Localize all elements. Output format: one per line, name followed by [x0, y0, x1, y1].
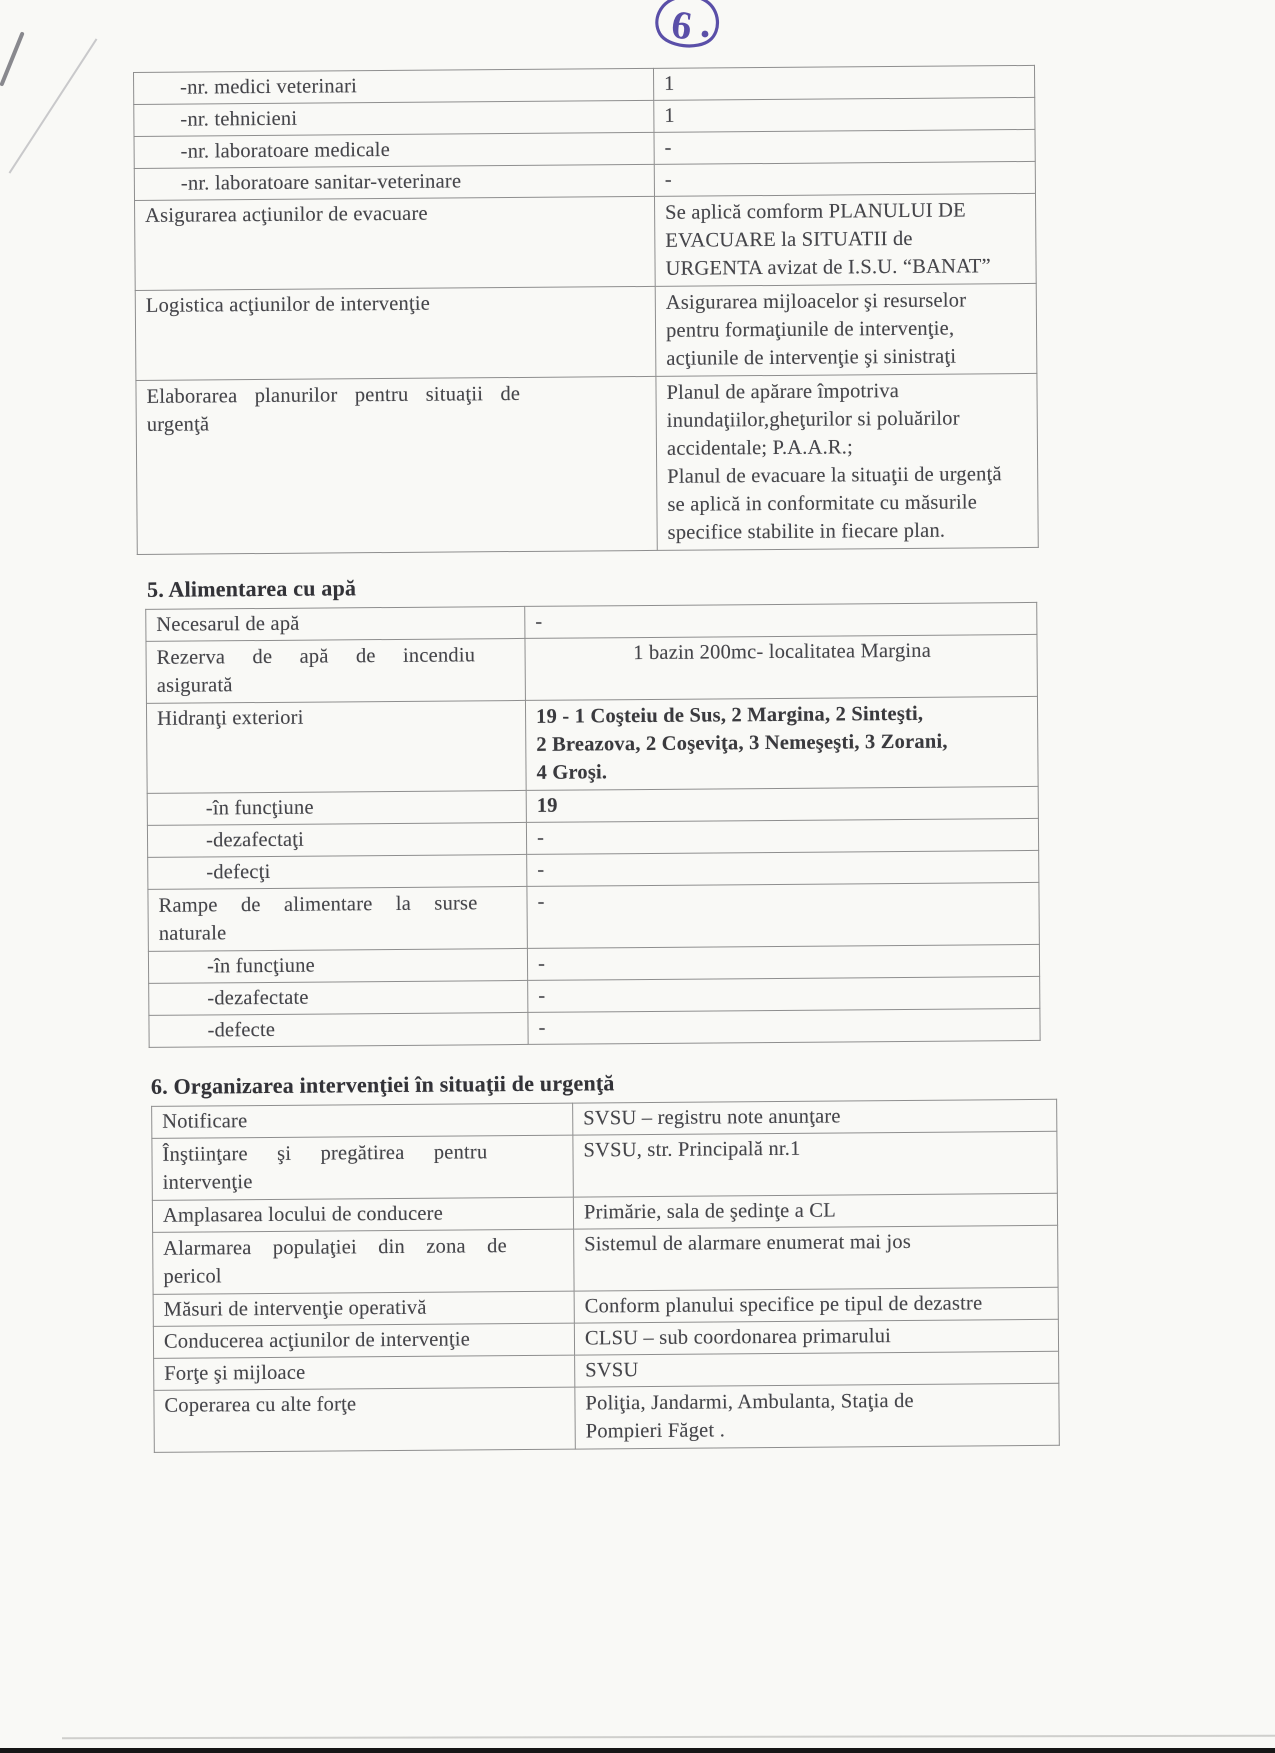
- handwritten-page-number-stamp: [642, 0, 734, 54]
- row-label: -dezafectaţi: [147, 822, 526, 857]
- row-label: -defecte: [149, 1012, 528, 1047]
- table-row: [154, 1383, 1059, 1452]
- row-label: Alarmarea populaţiei din zona de pericol: [153, 1229, 574, 1294]
- row-label: -nr. medici veterinari: [134, 68, 654, 104]
- row-value: -: [527, 850, 1039, 886]
- row-value: -: [527, 882, 1039, 948]
- table-row: [148, 882, 1039, 951]
- row-label: Coperarea cu alte forţe: [154, 1387, 575, 1452]
- row-value: -: [525, 602, 1037, 638]
- row-label: -nr. tehnicieni: [134, 100, 654, 136]
- row-label: Logistica acţiunilor de intervenţie: [135, 286, 656, 380]
- row-value: Conform planului specifice pe tipul de dezastre: [574, 1287, 1058, 1323]
- table-row: [146, 696, 1038, 793]
- row-label: Elaborarea planurilor pentru situaţii de urgenţă: [136, 376, 657, 554]
- row-value: -: [526, 818, 1038, 854]
- row-label: -nr. laboratoare sanitar-veterinare: [134, 164, 654, 200]
- table-row: [135, 193, 1037, 290]
- row-value: 19 - 1 Coşteiu de Sus, 2 Margina, 2 Sinteşti, 2 Breazova, 2 Coşeviţa, 3 Nemeşeşti, 3 Zorani, 4 Groşi.: [525, 696, 1038, 790]
- row-value: SVSU – registru note anunţare: [573, 1099, 1057, 1135]
- row-value: CLSU – sub coordonarea primarului: [574, 1319, 1058, 1355]
- row-label: Rezerva de apă de incendiu asigurată: [146, 638, 525, 703]
- row-value: SVSU, str. Principală nr.1: [573, 1131, 1057, 1197]
- handwritten-page-number: 6: [668, 1, 695, 49]
- table-row: [149, 1008, 1040, 1047]
- scan-artifact-line: [9, 38, 98, 173]
- row-value: Se aplică comform PLANULUI DE EVACUARE la SITUATII de URGENTA avizat de I.S.U. “BANAT”: [654, 193, 1036, 286]
- row-value: -: [654, 129, 1035, 164]
- table-row: [136, 373, 1038, 554]
- row-label: -în funcţiune: [147, 790, 526, 825]
- row-value: -: [528, 976, 1040, 1012]
- table-row: [146, 634, 1037, 703]
- scan-artifact-line: [62, 1735, 1275, 1740]
- row-value: Planul de apărare împotriva inundaţiilor,gheţurilor si poluărilor accidentale; P.A.A.R.; Planul de evacuare la situaţii de urgenţă se aplică in conformitate cu măsurile specifice stabilite in fiecare plan.: [656, 373, 1038, 550]
- row-value: -: [527, 944, 1039, 980]
- row-label: Conducerea acţiunilor de intervenţie: [153, 1323, 574, 1358]
- row-label: Măsuri de intervenţie operativă: [153, 1291, 574, 1326]
- table-row: [135, 283, 1037, 380]
- row-label: Amplasarea locului de conducere: [152, 1197, 573, 1232]
- document-content: [133, 65, 1059, 1453]
- row-label: Asigurarea acţiunilor de evacuare: [135, 196, 656, 290]
- row-label: Înştiinţare şi pregătirea pentru intervenţie: [152, 1135, 573, 1200]
- table-row: [153, 1225, 1058, 1294]
- pencil-mark: [0, 31, 25, 86]
- row-label: Forţe şi mijloace: [154, 1355, 575, 1390]
- table-row: [152, 1131, 1057, 1200]
- water-supply-table: [145, 602, 1040, 1048]
- row-label: Rampe de alimentare la surse naturale: [148, 886, 527, 951]
- row-value: 19: [526, 786, 1038, 822]
- row-value: Poliţia, Jandarmi, Ambulanta, Staţia de Pompieri Făget .: [575, 1383, 1059, 1449]
- section6-heading: 6. Organizarea intervenţiei în situaţii de urgenţă: [150, 1070, 615, 1099]
- row-label: -dezafectate: [149, 980, 528, 1015]
- row-value: 1 bazin 200mc- localitatea Margina: [525, 634, 1037, 700]
- row-label: Necesarul de apă: [146, 606, 525, 641]
- section5-heading: 5. Alimentarea cu apă: [146, 575, 357, 602]
- row-value: -: [654, 161, 1035, 196]
- row-label: Hidranţi exteriori: [146, 700, 526, 793]
- row-label: -defecţi: [148, 854, 527, 889]
- row-label: -în funcţiune: [148, 948, 527, 983]
- row-value: SVSU: [575, 1351, 1059, 1387]
- scan-bottom-edge: [0, 1748, 1275, 1753]
- row-value: 1: [654, 97, 1035, 132]
- medical-resources-table: [133, 65, 1039, 555]
- ink-circle-icon: [642, 0, 734, 54]
- row-value: Primărie, sala de şedinţe a CL: [573, 1193, 1057, 1229]
- row-label: Notificare: [152, 1103, 573, 1138]
- row-value: 1: [653, 65, 1034, 100]
- row-value: Sistemul de alarmare enumerat mai jos: [574, 1225, 1058, 1291]
- row-label: -nr. laboratoare medicale: [134, 132, 654, 168]
- intervention-organization-table: [151, 1099, 1060, 1453]
- row-value: Asigurarea mijloacelor şi resurselor pentru formaţiunile de intervenţie, acţiunile de intervenţie şi sinistraţi: [655, 283, 1037, 376]
- row-value: -: [528, 1008, 1040, 1044]
